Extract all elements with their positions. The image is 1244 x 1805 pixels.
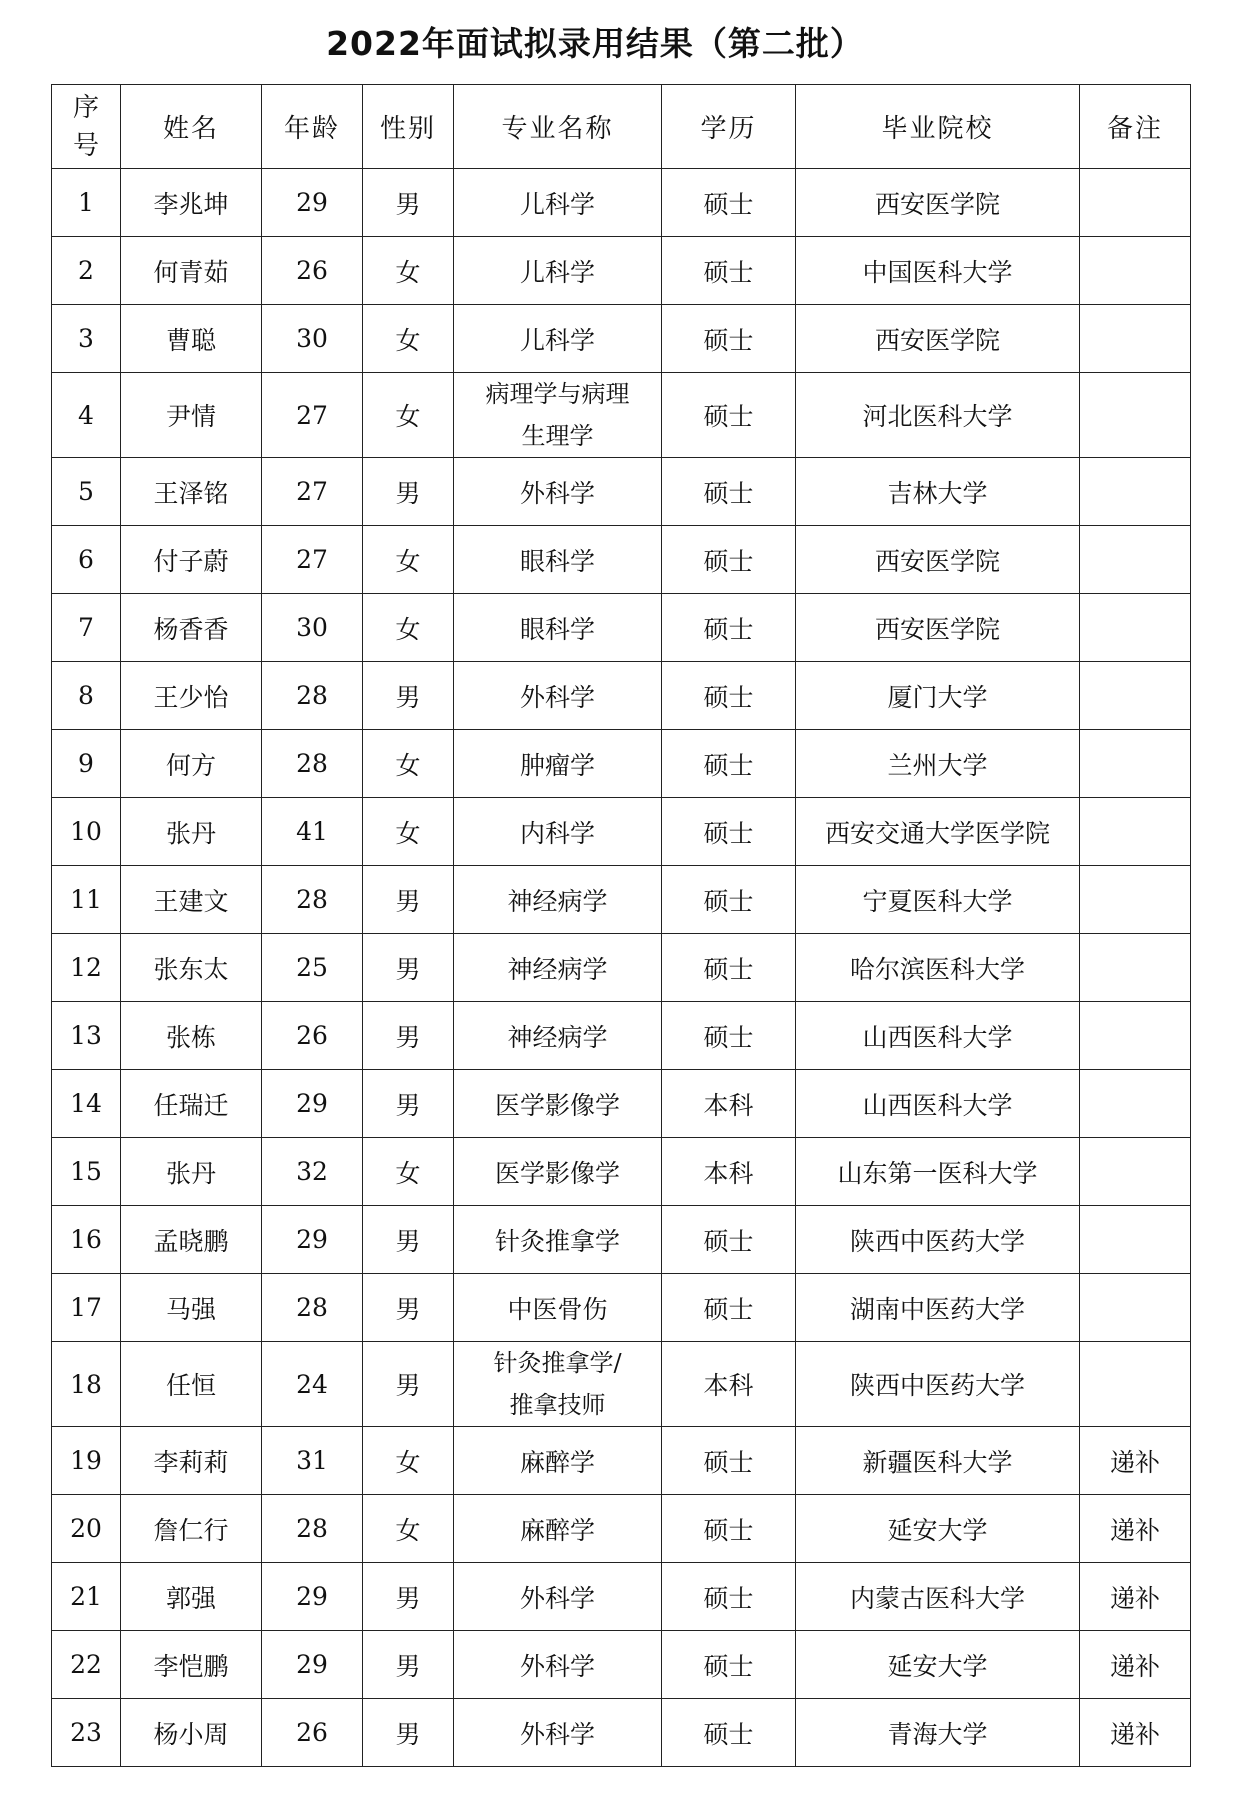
cell-gender: 男 (363, 169, 454, 237)
table-row (52, 730, 1191, 798)
cell-remark (1080, 1138, 1191, 1206)
cell-name: 马强 (121, 1274, 262, 1342)
cell-gender: 女 (363, 1495, 454, 1563)
cell-age: 28 (262, 662, 363, 730)
cell-name: 李兆坤 (121, 169, 262, 237)
cell-school: 西安医学院 (796, 526, 1080, 594)
cell-name: 任恒 (121, 1342, 262, 1427)
cell-degree: 硕士 (662, 1699, 796, 1767)
cell-name: 李莉莉 (121, 1427, 262, 1495)
cell-seq: 16 (52, 1206, 121, 1274)
cell-gender: 女 (363, 594, 454, 662)
header-row (52, 85, 1191, 169)
cell-major: 外科学 (454, 1563, 662, 1631)
cell-major-text: 针灸推拿学/推拿技师 (493, 1349, 622, 1419)
cell-school: 青海大学 (796, 1699, 1080, 1767)
cell-remark (1080, 458, 1191, 526)
cell-school: 新疆医科大学 (796, 1427, 1080, 1495)
cell-school: 河北医科大学 (796, 373, 1080, 458)
table-row (52, 594, 1191, 662)
cell-name: 何方 (121, 730, 262, 798)
header-name: 姓名 (121, 85, 262, 169)
cell-age: 30 (262, 305, 363, 373)
cell-gender: 男 (363, 662, 454, 730)
cell-remark (1080, 237, 1191, 305)
cell-age: 29 (262, 1070, 363, 1138)
cell-degree: 硕士 (662, 458, 796, 526)
cell-school: 中国医科大学 (796, 237, 1080, 305)
cell-school: 西安医学院 (796, 305, 1080, 373)
cell-degree: 硕士 (662, 237, 796, 305)
table-row (52, 1070, 1191, 1138)
table-row (52, 1699, 1191, 1767)
cell-degree: 硕士 (662, 1002, 796, 1070)
cell-gender: 男 (363, 1274, 454, 1342)
cell-major: 针灸推拿学 (454, 1206, 662, 1274)
cell-remark: 递补 (1080, 1427, 1191, 1495)
cell-major: 神经病学 (454, 866, 662, 934)
cell-name: 王泽铭 (121, 458, 262, 526)
table-body (52, 169, 1191, 1767)
cell-major: 儿科学 (454, 237, 662, 305)
cell-gender: 男 (363, 1699, 454, 1767)
cell-major: 麻醉学 (454, 1427, 662, 1495)
cell-gender: 女 (363, 305, 454, 373)
cell-school: 厦门大学 (796, 662, 1080, 730)
cell-remark (1080, 1070, 1191, 1138)
cell-remark (1080, 798, 1191, 866)
cell-name: 张东太 (121, 934, 262, 1002)
cell-name: 詹仁行 (121, 1495, 262, 1563)
cell-seq: 13 (52, 1002, 121, 1070)
cell-remark (1080, 1206, 1191, 1274)
cell-age: 25 (262, 934, 363, 1002)
cell-seq: 10 (52, 798, 121, 866)
cell-remark (1080, 1342, 1191, 1427)
cell-age: 27 (262, 373, 363, 458)
cell-name: 王少怡 (121, 662, 262, 730)
cell-gender: 男 (363, 866, 454, 934)
cell-school: 西安医学院 (796, 594, 1080, 662)
cell-name: 杨小周 (121, 1699, 262, 1767)
cell-degree: 硕士 (662, 594, 796, 662)
cell-remark (1080, 1002, 1191, 1070)
cell-school: 西安交通大学医学院 (796, 798, 1080, 866)
cell-age: 32 (262, 1138, 363, 1206)
cell-seq: 11 (52, 866, 121, 934)
header-degree: 学历 (662, 85, 796, 169)
table-row (52, 1138, 1191, 1206)
cell-seq: 1 (52, 169, 121, 237)
cell-remark (1080, 526, 1191, 594)
cell-school: 哈尔滨医科大学 (796, 934, 1080, 1002)
cell-age: 24 (262, 1342, 363, 1427)
cell-age: 28 (262, 1495, 363, 1563)
cell-degree: 硕士 (662, 662, 796, 730)
cell-major: 肿瘤学 (454, 730, 662, 798)
cell-degree: 硕士 (662, 169, 796, 237)
cell-gender: 男 (363, 934, 454, 1002)
cell-remark (1080, 169, 1191, 237)
table-row (52, 1206, 1191, 1274)
cell-remark (1080, 866, 1191, 934)
cell-remark (1080, 662, 1191, 730)
cell-gender: 男 (363, 1206, 454, 1274)
table-row (52, 1427, 1191, 1495)
cell-remark: 递补 (1080, 1699, 1191, 1767)
results-table (51, 84, 1191, 1767)
cell-degree: 硕士 (662, 1206, 796, 1274)
header-remark: 备注 (1080, 85, 1191, 169)
cell-degree: 本科 (662, 1138, 796, 1206)
cell-remark (1080, 730, 1191, 798)
cell-major: 中医骨伤 (454, 1274, 662, 1342)
cell-school: 湖南中医药大学 (796, 1274, 1080, 1342)
cell-major-text: 病理学与病理生理学 (485, 380, 630, 450)
cell-degree: 硕士 (662, 866, 796, 934)
cell-name: 王建文 (121, 866, 262, 934)
cell-school: 山西医科大学 (796, 1070, 1080, 1138)
table-row (52, 1495, 1191, 1563)
table-row (52, 662, 1191, 730)
cell-school: 宁夏医科大学 (796, 866, 1080, 934)
cell-age: 29 (262, 169, 363, 237)
cell-major: 儿科学 (454, 169, 662, 237)
cell-degree: 硕士 (662, 526, 796, 594)
cell-age: 29 (262, 1206, 363, 1274)
cell-degree: 本科 (662, 1070, 796, 1138)
cell-degree: 硕士 (662, 1631, 796, 1699)
cell-name: 李恺鹏 (121, 1631, 262, 1699)
cell-age: 31 (262, 1427, 363, 1495)
cell-seq: 15 (52, 1138, 121, 1206)
cell-gender: 男 (363, 1631, 454, 1699)
cell-major: 眼科学 (454, 594, 662, 662)
cell-degree: 硕士 (662, 1563, 796, 1631)
header-major: 专业名称 (454, 85, 662, 169)
cell-seq: 19 (52, 1427, 121, 1495)
table-row (52, 1342, 1191, 1427)
cell-school: 延安大学 (796, 1495, 1080, 1563)
table-row (52, 1631, 1191, 1699)
cell-degree: 硕士 (662, 305, 796, 373)
cell-degree: 硕士 (662, 730, 796, 798)
cell-age: 29 (262, 1631, 363, 1699)
cell-age: 30 (262, 594, 363, 662)
cell-gender: 男 (363, 1563, 454, 1631)
cell-degree: 本科 (662, 1342, 796, 1427)
cell-name: 任瑞迁 (121, 1070, 262, 1138)
cell-gender: 男 (363, 1342, 454, 1427)
cell-gender: 男 (363, 1070, 454, 1138)
table-row (52, 305, 1191, 373)
table-row (52, 1002, 1191, 1070)
cell-remark (1080, 1274, 1191, 1342)
table-row (52, 1563, 1191, 1631)
cell-age: 41 (262, 798, 363, 866)
header-age: 年龄 (262, 85, 363, 169)
cell-school: 内蒙古医科大学 (796, 1563, 1080, 1631)
cell-age: 28 (262, 866, 363, 934)
cell-seq: 7 (52, 594, 121, 662)
cell-seq: 9 (52, 730, 121, 798)
cell-remark: 递补 (1080, 1563, 1191, 1631)
cell-gender: 女 (363, 730, 454, 798)
header-school: 毕业院校 (796, 85, 1080, 169)
cell-name: 张丹 (121, 798, 262, 866)
cell-major: 神经病学 (454, 1002, 662, 1070)
cell-seq: 5 (52, 458, 121, 526)
cell-degree: 硕士 (662, 1495, 796, 1563)
cell-age: 28 (262, 730, 363, 798)
cell-major: 神经病学 (454, 934, 662, 1002)
table-row (52, 1274, 1191, 1342)
cell-major: 儿科学 (454, 305, 662, 373)
cell-seq: 14 (52, 1070, 121, 1138)
cell-major: 外科学 (454, 1699, 662, 1767)
cell-seq: 4 (52, 373, 121, 458)
cell-gender: 女 (363, 798, 454, 866)
cell-major (454, 1342, 662, 1427)
cell-remark (1080, 934, 1191, 1002)
cell-seq: 21 (52, 1563, 121, 1631)
cell-remark (1080, 305, 1191, 373)
cell-seq: 17 (52, 1274, 121, 1342)
table-row (52, 237, 1191, 305)
cell-remark: 递补 (1080, 1495, 1191, 1563)
cell-degree: 硕士 (662, 1427, 796, 1495)
cell-name: 杨香香 (121, 594, 262, 662)
cell-degree: 硕士 (662, 373, 796, 458)
table-row (52, 866, 1191, 934)
cell-major: 医学影像学 (454, 1138, 662, 1206)
cell-seq: 18 (52, 1342, 121, 1427)
cell-major: 外科学 (454, 1631, 662, 1699)
table-row (52, 934, 1191, 1002)
cell-gender: 女 (363, 1138, 454, 1206)
cell-gender: 女 (363, 373, 454, 458)
cell-seq: 12 (52, 934, 121, 1002)
cell-major: 外科学 (454, 662, 662, 730)
cell-seq: 20 (52, 1495, 121, 1563)
cell-major: 医学影像学 (454, 1070, 662, 1138)
page-title: 2022年面试拟录用结果（第二批） (326, 24, 864, 63)
table-row (52, 373, 1191, 458)
table-row (52, 798, 1191, 866)
cell-age: 26 (262, 1002, 363, 1070)
cell-name: 孟晓鹏 (121, 1206, 262, 1274)
cell-school: 西安医学院 (796, 169, 1080, 237)
cell-age: 27 (262, 526, 363, 594)
cell-school: 延安大学 (796, 1631, 1080, 1699)
cell-seq: 2 (52, 237, 121, 305)
cell-major: 外科学 (454, 458, 662, 526)
table-row (52, 458, 1191, 526)
cell-major: 内科学 (454, 798, 662, 866)
cell-school: 兰州大学 (796, 730, 1080, 798)
cell-name: 张丹 (121, 1138, 262, 1206)
cell-seq: 8 (52, 662, 121, 730)
cell-school: 陕西中医药大学 (796, 1206, 1080, 1274)
cell-seq: 3 (52, 305, 121, 373)
cell-age: 28 (262, 1274, 363, 1342)
header-gender: 性别 (363, 85, 454, 169)
cell-gender: 女 (363, 1427, 454, 1495)
cell-major: 麻醉学 (454, 1495, 662, 1563)
cell-remark (1080, 373, 1191, 458)
cell-school: 山东第一医科大学 (796, 1138, 1080, 1206)
cell-name: 尹情 (121, 373, 262, 458)
cell-major: 眼科学 (454, 526, 662, 594)
cell-age: 26 (262, 237, 363, 305)
cell-name: 付子蔚 (121, 526, 262, 594)
cell-major (454, 373, 662, 458)
cell-name: 曹聪 (121, 305, 262, 373)
cell-degree: 硕士 (662, 798, 796, 866)
cell-age: 29 (262, 1563, 363, 1631)
cell-name: 张栋 (121, 1002, 262, 1070)
header-seq: 序号 (52, 85, 121, 169)
cell-age: 26 (262, 1699, 363, 1767)
cell-gender: 女 (363, 237, 454, 305)
cell-school: 吉林大学 (796, 458, 1080, 526)
cell-degree: 硕士 (662, 934, 796, 1002)
cell-school: 陕西中医药大学 (796, 1342, 1080, 1427)
cell-age: 27 (262, 458, 363, 526)
cell-remark: 递补 (1080, 1631, 1191, 1699)
cell-seq: 6 (52, 526, 121, 594)
cell-name: 何青茹 (121, 237, 262, 305)
cell-remark (1080, 594, 1191, 662)
cell-seq: 23 (52, 1699, 121, 1767)
cell-gender: 男 (363, 458, 454, 526)
cell-gender: 男 (363, 1002, 454, 1070)
cell-seq: 22 (52, 1631, 121, 1699)
cell-degree: 硕士 (662, 1274, 796, 1342)
cell-school: 山西医科大学 (796, 1002, 1080, 1070)
table-row (52, 526, 1191, 594)
cell-gender: 女 (363, 526, 454, 594)
table-row (52, 169, 1191, 237)
cell-name: 郭强 (121, 1563, 262, 1631)
